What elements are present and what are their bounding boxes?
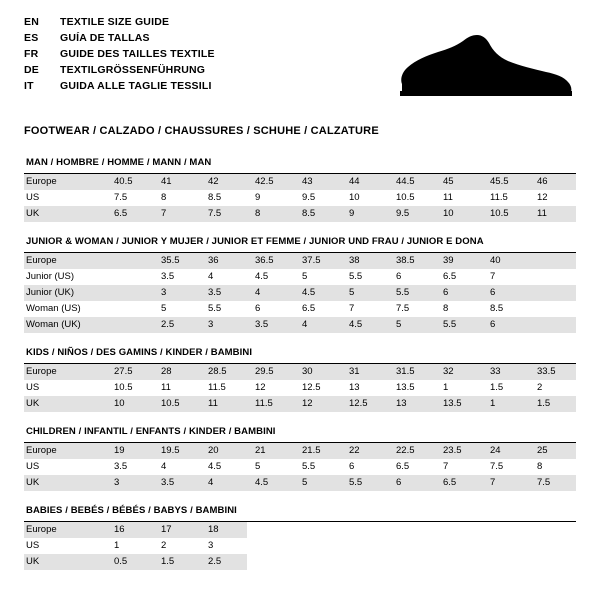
cell: 35.5 [153,253,200,269]
section-heading: FOOTWEAR / CALZADO / CHAUSSURES / SCHUHE / CALZATURE [24,125,379,137]
cell: 10.5 [482,206,529,222]
cell: 7.5 [114,192,128,203]
cell [435,554,482,570]
cell: 45.5 [482,174,529,190]
size-table-body [24,443,576,491]
table-row [24,301,576,317]
cell [529,253,576,269]
cell: 28.5 [200,364,247,380]
cell: 39 [435,253,482,269]
cell: 12.5 [302,382,321,393]
cell [529,285,576,301]
cell [106,301,153,317]
row-label: Europe [24,364,106,380]
cell: 28 [153,364,200,380]
cell: 9.5 [388,206,435,222]
size-group-children [24,422,576,491]
cell [106,317,153,333]
group-title: CHILDREN / INFANTIL / ENFANTS / KINDER / BAMBINI [24,422,576,443]
cell: 8 [443,303,449,314]
cell: 6 [349,461,355,472]
group-title: BABIES / BEBÉS / BÉBÉS / BABYS / BAMBINI [24,501,576,522]
cell: 11 [200,396,247,412]
cell: 7.5 [529,475,576,491]
cell [106,253,153,269]
row-label: Europe [24,253,106,269]
cell [529,522,576,538]
cell: 46 [529,174,576,190]
cell: 1 [482,396,529,412]
cell: 12 [294,396,341,412]
cell [294,554,341,570]
cell: 5 [255,461,261,472]
group-title: MAN / HOMBRE / HOMME / MANN / MAN [24,153,576,174]
cell: 27.5 [106,364,153,380]
cell: 12 [537,192,548,203]
row-label: UK [24,396,106,412]
language-title-list [24,16,215,96]
cell: 13 [388,396,435,412]
row-label: Europe [24,443,106,459]
cell: 11 [529,206,576,222]
cell: 6 [482,285,529,301]
cell: 8.5 [294,206,341,222]
cell: 1.5 [490,382,504,393]
cell: 6.5 [396,461,410,472]
size-table-body [24,253,576,333]
cell: 6 [388,475,435,491]
language-title-list-body [24,16,215,96]
cell: 7.5 [200,206,247,222]
cell: 32 [435,364,482,380]
row-label: Junior (US) [26,271,75,282]
cell [388,538,435,554]
table-row [24,538,576,554]
cell: 37.5 [294,253,341,269]
cell: 6 [396,271,402,282]
cell: 19.5 [153,443,200,459]
cell: 6 [255,303,261,314]
size-table [24,253,576,333]
table-row [24,459,576,475]
cell: 19 [106,443,153,459]
cell: 3.5 [247,317,294,333]
cell: 5.5 [302,461,316,472]
row-label: Junior (UK) [24,285,106,301]
cell: 3 [200,317,247,333]
cell: 2 [161,540,167,551]
cell: 5 [388,317,435,333]
cell: 9 [255,192,261,203]
cell: 10.5 [153,396,200,412]
table-row [24,364,576,380]
cell: 22.5 [388,443,435,459]
cell [482,554,529,570]
cell [294,538,341,554]
cell: 13.5 [435,396,482,412]
cell: 23.5 [435,443,482,459]
cell: 5 [341,285,388,301]
cell [247,538,294,554]
size-group-junior-woman [24,232,576,333]
cell: 5 [161,303,167,314]
cell: 5.5 [341,475,388,491]
size-table [24,443,576,491]
cell: 45 [435,174,482,190]
cell: 0.5 [106,554,153,570]
cell: 3.5 [161,271,175,282]
cell: 11.5 [247,396,294,412]
cell: 3 [153,285,200,301]
cell: 4 [208,271,214,282]
table-row [24,174,576,190]
cell: 22 [341,443,388,459]
cell: 41 [153,174,200,190]
language-row [24,64,215,80]
cell: 25 [529,443,576,459]
cell: 5 [302,271,308,282]
cell: 9 [341,206,388,222]
cell: 18 [200,522,247,538]
cell: 4.5 [247,475,294,491]
language-code: IT [24,80,34,92]
cell: 1 [443,382,449,393]
row-label: US [26,461,40,472]
cell: 4 [200,475,247,491]
row-label: Woman (UK) [24,317,106,333]
cell: 7 [349,303,355,314]
size-group-babies [24,501,576,570]
cell: 21.5 [294,443,341,459]
table-row [24,554,576,570]
table-row [24,396,576,412]
cell: 40 [482,253,529,269]
cell: 7.5 [490,461,504,472]
cell: 40.5 [106,174,153,190]
row-label: UK [24,554,106,570]
table-row [24,475,576,491]
row-label: US [26,540,40,551]
cell: 29.5 [247,364,294,380]
cell [388,554,435,570]
cell [341,522,388,538]
cell: 3.5 [114,461,128,472]
cell: 10 [349,192,360,203]
cell: 42 [200,174,247,190]
cell [435,522,482,538]
table-row [24,522,576,538]
cell [247,522,294,538]
size-group-man [24,153,576,222]
group-title: KIDS / NIÑOS / DES GAMINS / KINDER / BAMBINI [24,343,576,364]
cell [529,269,576,285]
cell [529,538,576,554]
cell: 3 [208,540,214,551]
row-label: Europe [24,174,106,190]
cell [106,285,153,301]
cell: 8.5 [490,303,504,314]
cell [106,269,153,285]
row-label: US [26,382,40,393]
cell: 8.5 [208,192,222,203]
cell: 1.5 [153,554,200,570]
cell [341,538,388,554]
cell: 21 [247,443,294,459]
cell: 10.5 [396,192,415,203]
row-label: Woman (US) [26,303,81,314]
cell: 4 [247,285,294,301]
cell: 3 [106,475,153,491]
cell: 5.5 [349,271,363,282]
cell: 4.5 [208,461,222,472]
cell: 4 [161,461,167,472]
language-title: GUÍA DE TALLAS [60,32,150,44]
table-row [24,380,576,396]
cell: 8 [247,206,294,222]
table-row [24,269,576,285]
cell: 42.5 [247,174,294,190]
language-title: GUIDE DES TAILLES TEXTILE [60,48,215,60]
cell: 17 [153,522,200,538]
cell: 7.5 [396,303,410,314]
cell: 31 [341,364,388,380]
dress-shoe-icon [386,32,576,102]
language-row [24,32,215,48]
cell: 38.5 [388,253,435,269]
cell: 4.5 [294,285,341,301]
size-table [24,174,576,222]
cell: 10.5 [114,382,133,393]
table-row [24,206,576,222]
language-code: EN [24,16,39,28]
cell: 12 [255,382,266,393]
cell: 10 [435,206,482,222]
cell: 3.5 [153,475,200,491]
cell: 36.5 [247,253,294,269]
cell: 6.5 [435,475,482,491]
cell: 5 [294,475,341,491]
table-row [24,190,576,206]
cell: 33.5 [529,364,576,380]
cell [482,522,529,538]
size-group-kids [24,343,576,412]
cell: 4.5 [341,317,388,333]
cell: 7 [443,461,449,472]
cell: 12.5 [341,396,388,412]
row-label: UK [24,475,106,491]
cell: 33 [482,364,529,380]
size-table [24,522,576,570]
cell: 4 [294,317,341,333]
size-table-body [24,364,576,412]
cell: 13.5 [396,382,415,393]
cell: 11.5 [208,382,226,393]
row-label: UK [24,206,106,222]
cell [482,538,529,554]
table-row [24,253,576,269]
cell: 38 [341,253,388,269]
cell: 6 [435,285,482,301]
group-title: JUNIOR & WOMAN / JUNIOR Y MUJER / JUNIOR ET FEMME / JUNIOR UND FRAU / JUNIOR E DONA [24,232,576,253]
cell: 8 [161,192,167,203]
size-table-body [24,174,576,222]
cell: 31.5 [388,364,435,380]
cell [529,301,576,317]
cell: 1 [114,540,120,551]
cell [294,522,341,538]
language-code: FR [24,48,39,60]
cell: 16 [106,522,153,538]
row-label: US [26,192,40,203]
cell: 2 [537,382,543,393]
document-header [24,16,576,112]
cell: 7 [490,271,496,282]
cell: 10 [106,396,153,412]
cell [388,522,435,538]
cell: 6.5 [302,303,316,314]
language-row [24,80,215,96]
cell: 30 [294,364,341,380]
cell: 7 [482,475,529,491]
language-title: TEXTILGRÖSSENFÜHRUNG [60,64,206,76]
cell: 43 [294,174,341,190]
cell: 11 [443,192,453,203]
cell: 2.5 [153,317,200,333]
cell: 7 [153,206,200,222]
cell: 6.5 [443,271,457,282]
size-table [24,364,576,412]
cell: 11.5 [490,192,508,203]
cell [529,554,576,570]
cell: 44 [341,174,388,190]
cell: 6 [482,317,529,333]
table-row [24,443,576,459]
cell: 3.5 [200,285,247,301]
cell: 9.5 [302,192,316,203]
cell: 1.5 [529,396,576,412]
cell: 36 [200,253,247,269]
cell [341,554,388,570]
cell: 2.5 [200,554,247,570]
cell: 20 [200,443,247,459]
cell [435,538,482,554]
cell: 13 [349,382,360,393]
cell: 11 [161,382,171,393]
table-row [24,317,576,333]
language-title: GUIDA ALLE TAGLIE TESSILI [60,80,212,92]
cell: 24 [482,443,529,459]
cell: 8 [537,461,543,472]
row-label: Europe [24,522,106,538]
language-row [24,48,215,64]
table-row [24,285,576,301]
cell: 4.5 [255,271,269,282]
cell: 6.5 [106,206,153,222]
cell: 5.5 [208,303,222,314]
cell [529,317,576,333]
language-code: ES [24,32,39,44]
size-table-body [24,522,576,570]
cell: 5.5 [388,285,435,301]
language-code: DE [24,64,39,76]
cell: 44.5 [388,174,435,190]
cell [247,554,294,570]
language-row [24,16,215,32]
language-title: TEXTILE SIZE GUIDE [60,16,170,28]
cell: 5.5 [435,317,482,333]
